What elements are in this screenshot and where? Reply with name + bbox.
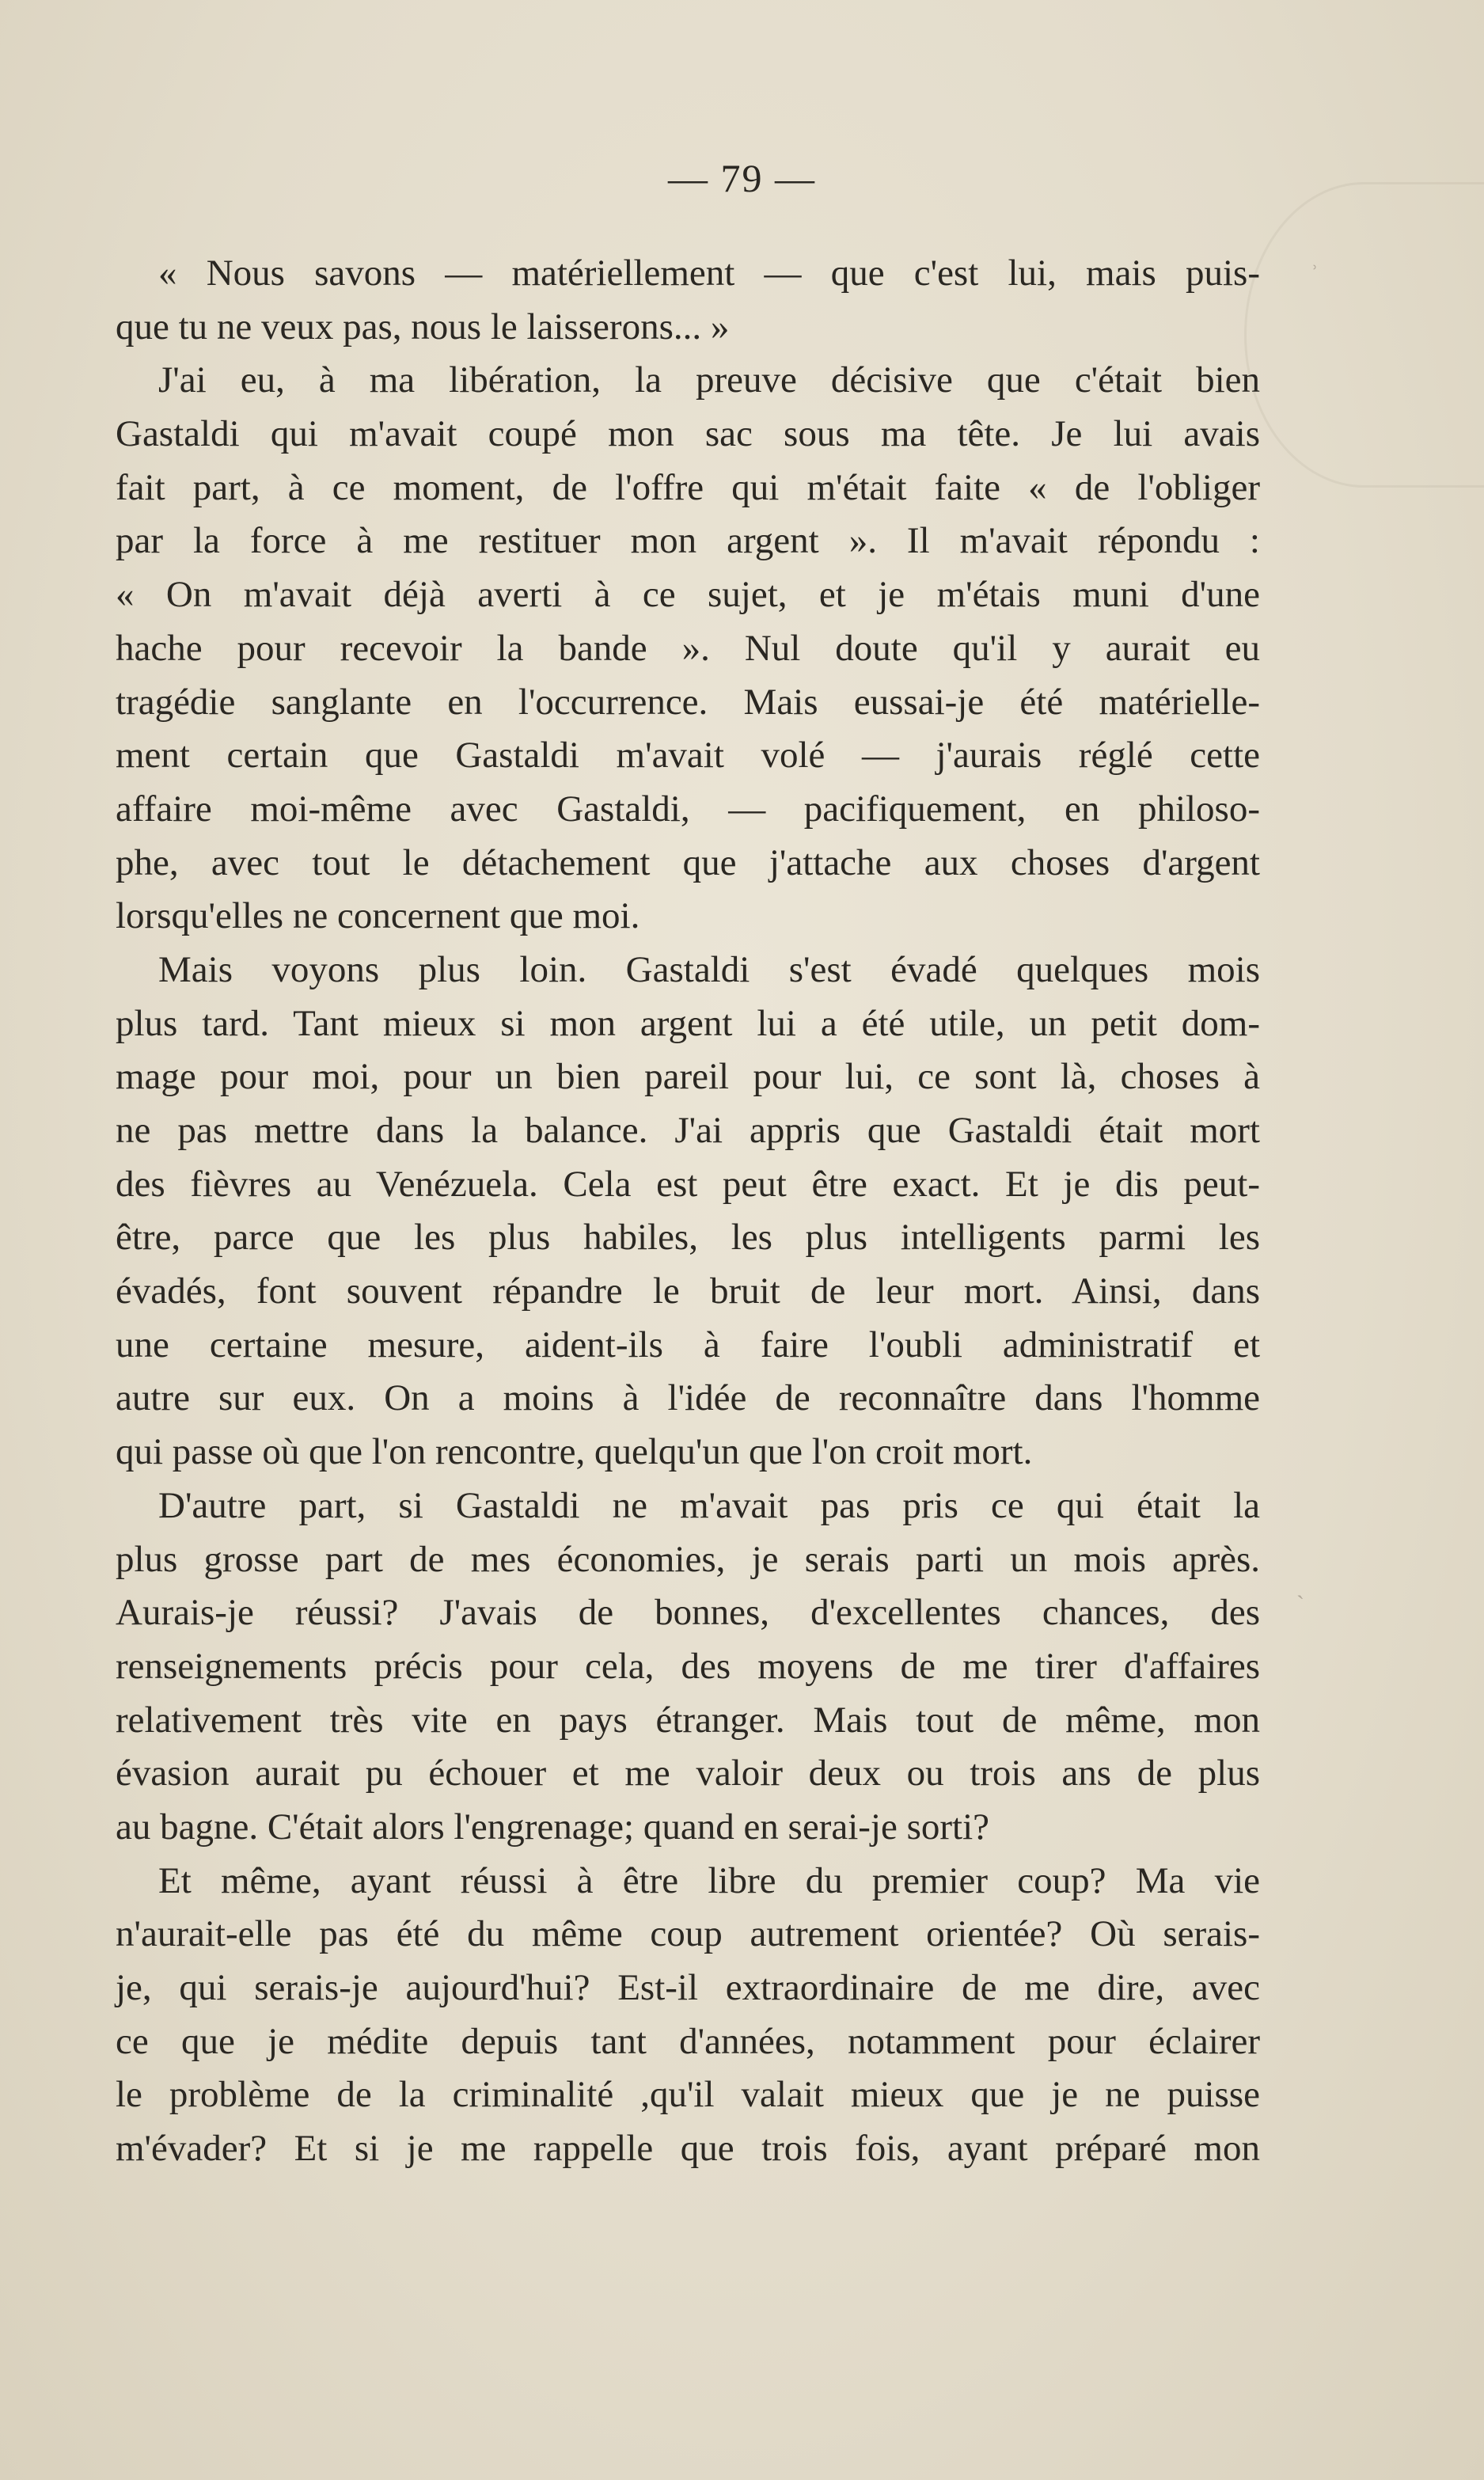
text-line: le problème de la criminalité ,qu'il valait mieux que je ne puisse	[116, 2074, 1260, 2116]
text-line: Aurais-je réussi? J'avais de bonnes, d'excellentes chances, des	[116, 1592, 1260, 1634]
body-text	[116, 247, 1260, 2176]
text-line: une certaine mesure, aident-ils à faire l'oubli administratif et	[116, 1324, 1260, 1365]
text-line: « Nous savons — matériellement — que c'est lui, mais puis-	[158, 253, 1260, 294]
text-line: être, parce que les plus habiles, les plus intelligents parmi les	[116, 1217, 1260, 1259]
text-line: je, qui serais-je aujourd'hui? Est-il extraordinaire de me dire, avec	[116, 1967, 1260, 2008]
text-line: qui passe où que l'on rencontre, quelqu'un que l'on croit mort.	[116, 1431, 1033, 1473]
margin-mark: ʾ	[1311, 261, 1319, 287]
text-line: autre sur eux. On a moins à l'idée de reconnaître dans l'homme	[116, 1377, 1260, 1419]
text-line: phe, avec tout le détachement que j'attache aux choses d'argent	[116, 841, 1260, 883]
text-line: lorsqu'elles ne concernent que moi.	[116, 895, 640, 937]
page-number: — 79 —	[668, 156, 816, 200]
text-line: affaire moi-même avec Gastaldi, — pacifiquement, en philoso-	[116, 788, 1260, 830]
text-line: J'ai eu, à ma libération, la preuve décisive que c'était bien	[158, 359, 1260, 401]
text-line: évadés, font souvent répandre le bruit de leur mort. Ainsi, dans	[116, 1270, 1260, 1312]
text-line: m'évader? Et si je me rappelle que trois fois, ayant préparé mon	[116, 2128, 1260, 2170]
text-line: tragédie sanglante en l'occurrence. Mais eussai-je été matérielle-	[116, 681, 1260, 723]
text-line: ne pas mettre dans la balance. J'ai appris que Gastaldi était mort	[116, 1110, 1260, 1151]
show-through-stamp	[1244, 182, 1484, 488]
text-line: ment certain que Gastaldi m'avait volé — j'aurais réglé cette	[116, 735, 1260, 777]
text-line: Gastaldi qui m'avait coupé mon sac sous ma tête. Je lui avais	[116, 413, 1260, 455]
text-line: que tu ne veux pas, nous le laisserons... »	[116, 306, 730, 348]
margin-mark: ˋ	[1296, 1591, 1304, 1617]
text-line: mage pour moi, pour un bien pareil pour lui, ce sont là, choses à	[116, 1056, 1260, 1098]
text-line: relativement très vite en pays étranger. Mais tout de même, mon	[116, 1699, 1260, 1741]
text-line: hache pour recevoir la bande ». Nul doute qu'il y aurait eu	[116, 627, 1260, 669]
text-line: D'autre part, si Gastaldi ne m'avait pas pris ce qui était la	[158, 1484, 1260, 1526]
text-line: ce que je médite depuis tant d'années, notamment pour éclairer	[116, 2020, 1260, 2062]
text-line: renseignements précis pour cela, des moyens de me tirer d'affaires	[116, 1645, 1260, 1687]
text-line: Et même, ayant réussi à être libre du premier coup? Ma vie	[158, 1859, 1260, 1901]
text-line: par la force à me restituer mon argent ». Il m'avait répondu :	[116, 520, 1260, 562]
text-line: « On m'avait déjà averti à ce sujet, et je m'étais muni d'une	[116, 574, 1260, 616]
text-line: Mais voyons plus loin. Gastaldi s'est évadé quelques mois	[158, 948, 1260, 990]
text-line: au bagne. C'était alors l'engrenage; quand en serai-je sorti?	[116, 1806, 990, 1848]
text-line: plus grosse part de mes économies, je serais parti un mois après.	[116, 1538, 1260, 1580]
text-line: plus tard. Tant mieux si mon argent lui a été utile, un petit dom-	[116, 1002, 1260, 1044]
text-line: des fièvres au Venézuela. Cela est peut être exact. Et je dis peut-	[116, 1163, 1260, 1205]
text-line: n'aurait-elle pas été du même coup autrement orientée? Où serais-	[116, 1913, 1260, 1955]
text-line: fait part, à ce moment, de l'offre qui m'était faite « de l'obliger	[116, 466, 1260, 508]
text-line: évasion aurait pu échouer et me valoir deux ou trois ans de plus	[116, 1753, 1260, 1794]
